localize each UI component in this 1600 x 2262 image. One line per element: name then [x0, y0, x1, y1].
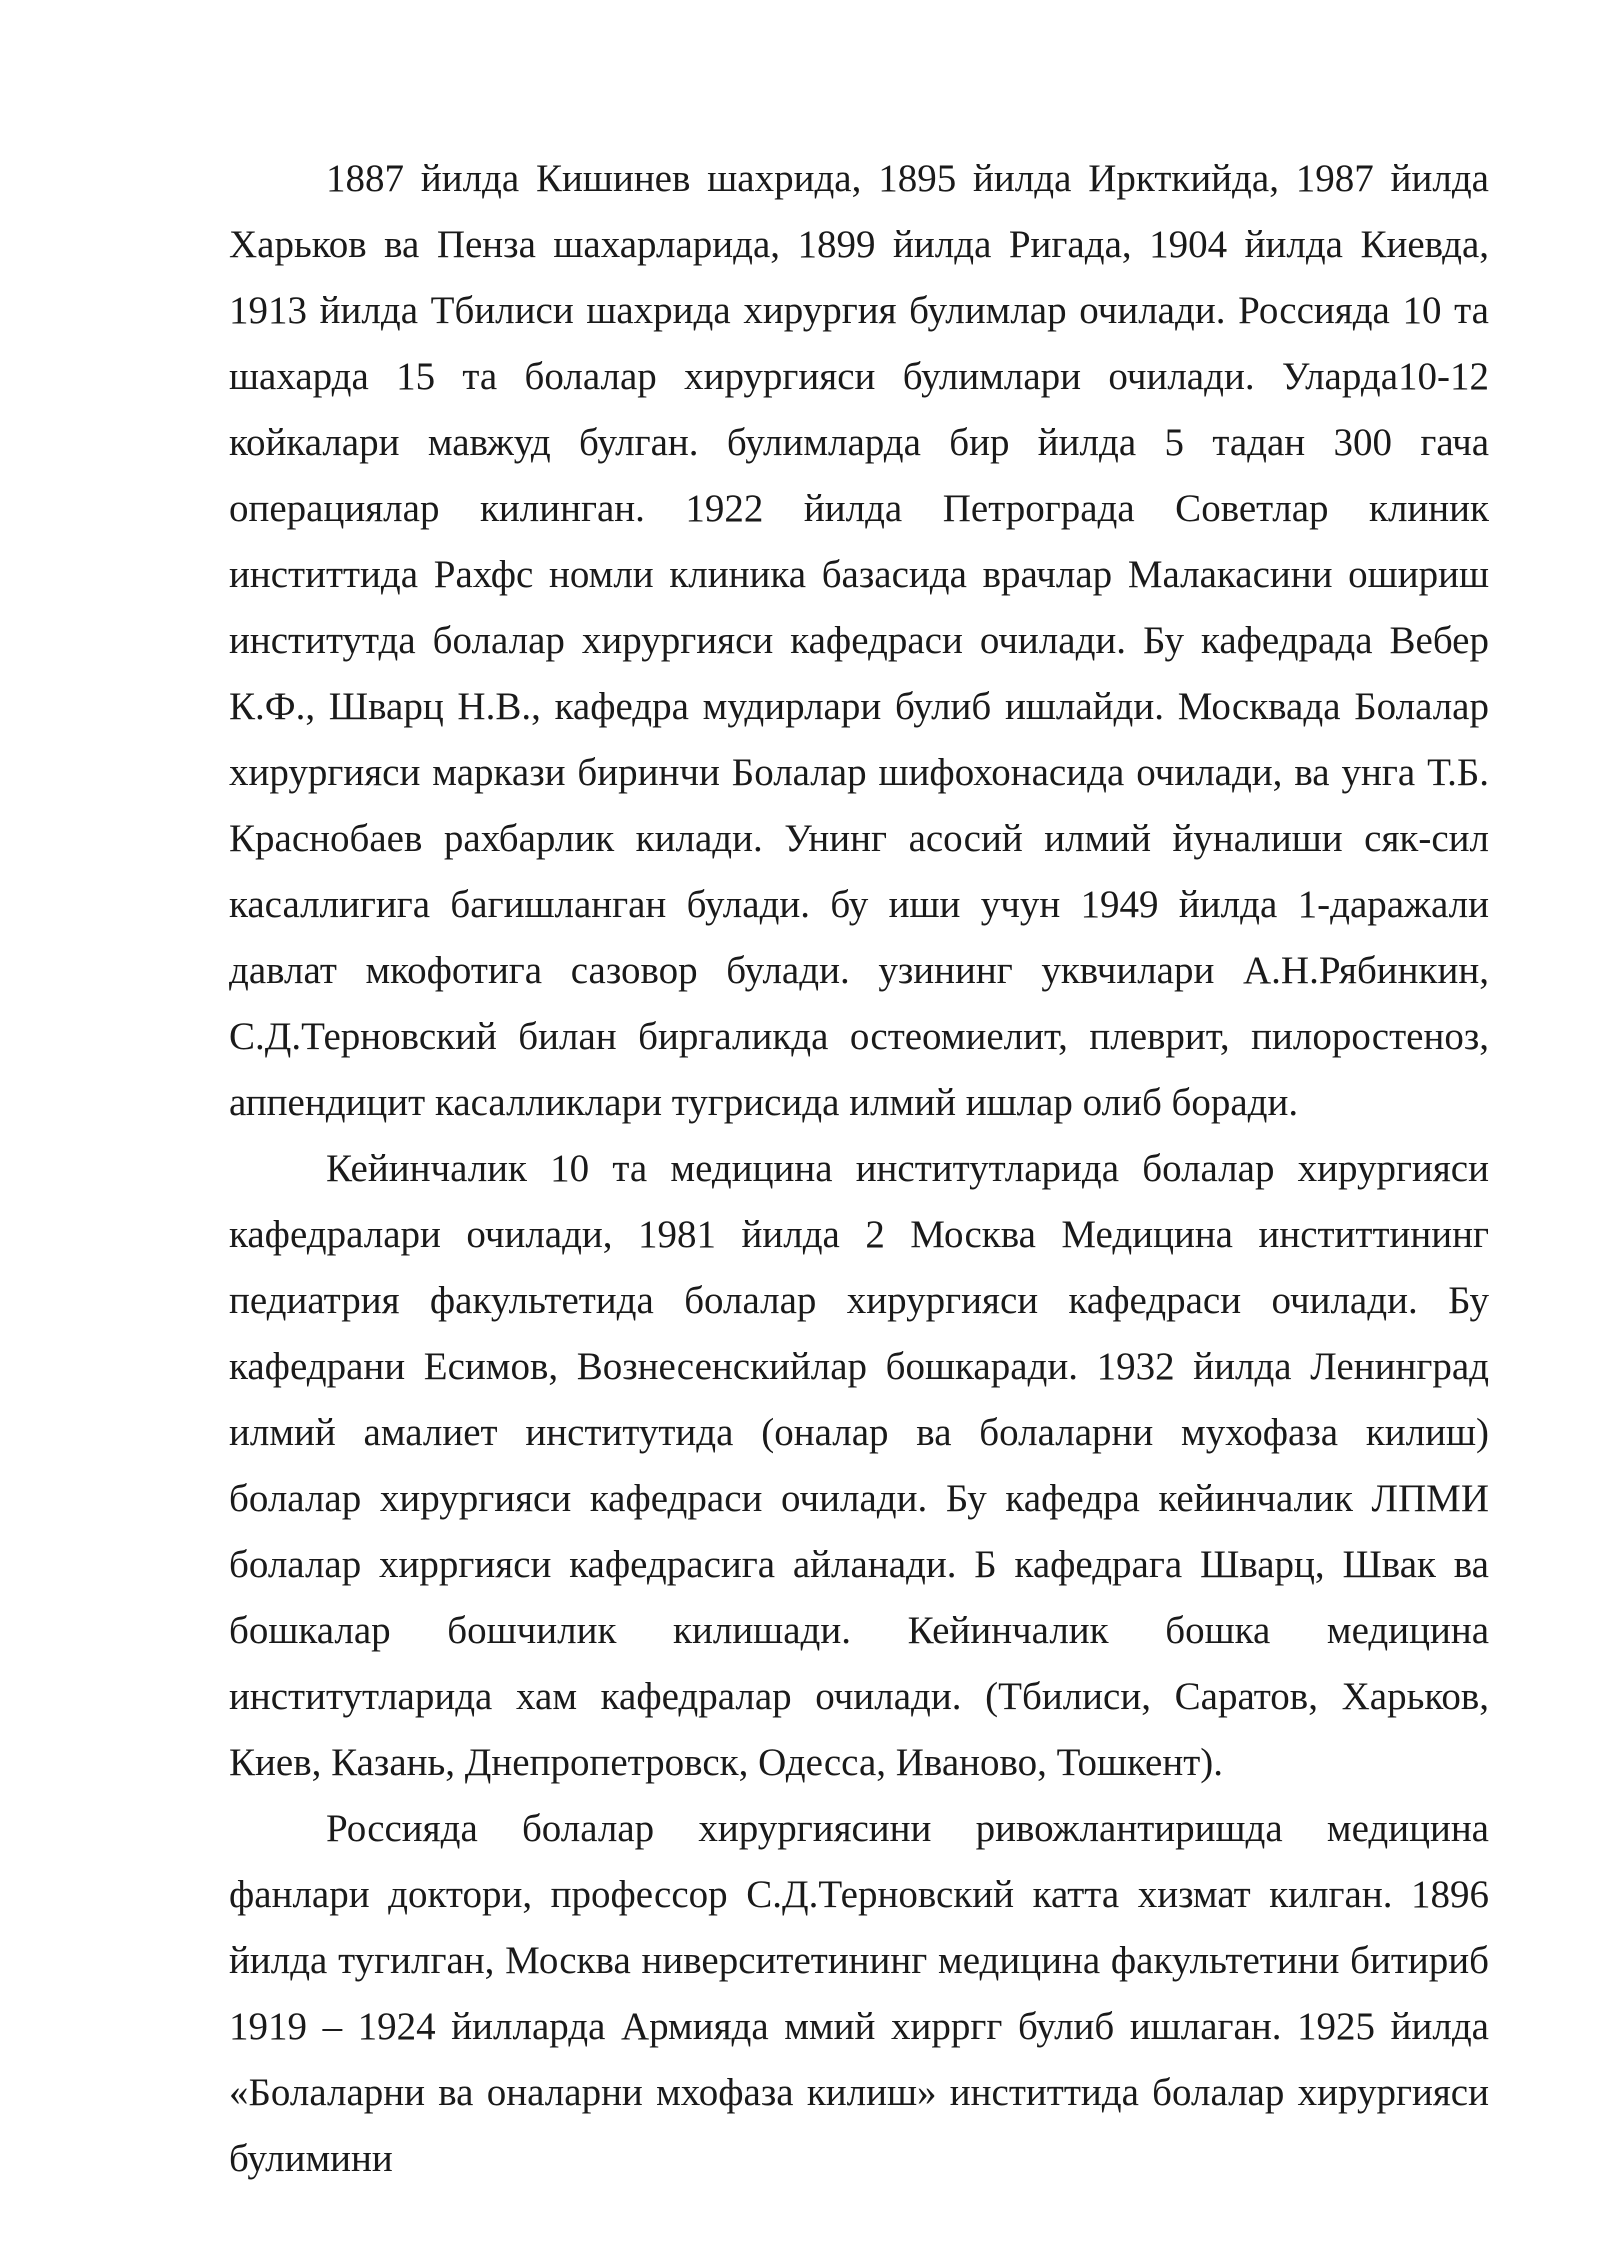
paragraph-1: 1887 йилда Кишинев шахрида, 1895 йилда Иркткийда, 1987 йилда Харьков ва Пенза шахарларида, 1899 йилда Ригада, 1904 йилда Киевда, 1913 йилда Тбилиси шахрида хирургия булимлар очилади. Россияда 10 та шахарда 15 та болалар хирургияси булимлари очилади. Уларда10-12 койкалари мавжуд булган. булимларда бир йилда 5 тадан 300 гача операциялар килинган. 1922 йилда Петрограда Советлар клиник инститтида Рахфс номли клиника базасида врачлар Малакасини ошириш институтда болалар хирургияси кафедраси очилади. Бу кафедрада Вебер К.Ф., Шварц Н.В., кафедра мудирлари булиб ишлайди. Москвада Болалар хирургияси маркази биринчи Болалар шифохонасида очилади, ва унга Т.Б. Краснобаев рахбарлик килади. Унинг асосий илмий йуналиши сяк-сил касаллигига багишланган булади. бу иши учун 1949 йилда 1-даражали давлат мкофотига сазовор булади. узининг уквчилари А.Н.Рябинкин, С.Д.Терновский билан биргаликда остеомиелит, плеврит, пилоростеноз, аппендицит касалликлари тугрисида илмий ишлар олиб боради.: [229, 157, 1489, 1124]
paragraph-2: Кейинчалик 10 та медицина институтларида болалар хирургияси кафедралари очилади, 1981 йилда 2 Москва Медицина инститтининг педиатрия факультетида болалар хирургияси кафедраси очилади. Бу кафедрани Есимов, Вознесенскийлар бошкаради. 1932 йилда Ленинград илмий амалиет институтида (оналар ва болаларни мухофаза килиш) болалар хирургияси кафедраси очилади. Бу кафедра кейинчалик ЛПМИ болалар хирргияси кафедрасига айланади. Б кафедрага Шварц, Швак ва бошкалар бошчилик килишади. Кейинчалик бошка медицина институтларида хам кафедралар очилади. (Тбилиси, Саратов, Харьков, Киев, Казань, Днепропетровск, Одесса, Иваново, Тошкент).: [229, 1147, 1489, 1784]
paragraph-3: Россияда болалар хирургиясини ривожлантиришда медицина фанлари доктори, профессор С.Д.Терновский катта хизмат килган. 1896 йилда тугилган, Москва ниверситетининг медицина факультетини битириб 1919 – 1924 йилларда Армияда ммий хирргг булиб ишлаган. 1925 йилда «Болаларни ва оналарни мхофаза килиш» инститтида болалар хирургияси булимини: [229, 1807, 1489, 2180]
document-body: [229, 146, 1489, 2192]
